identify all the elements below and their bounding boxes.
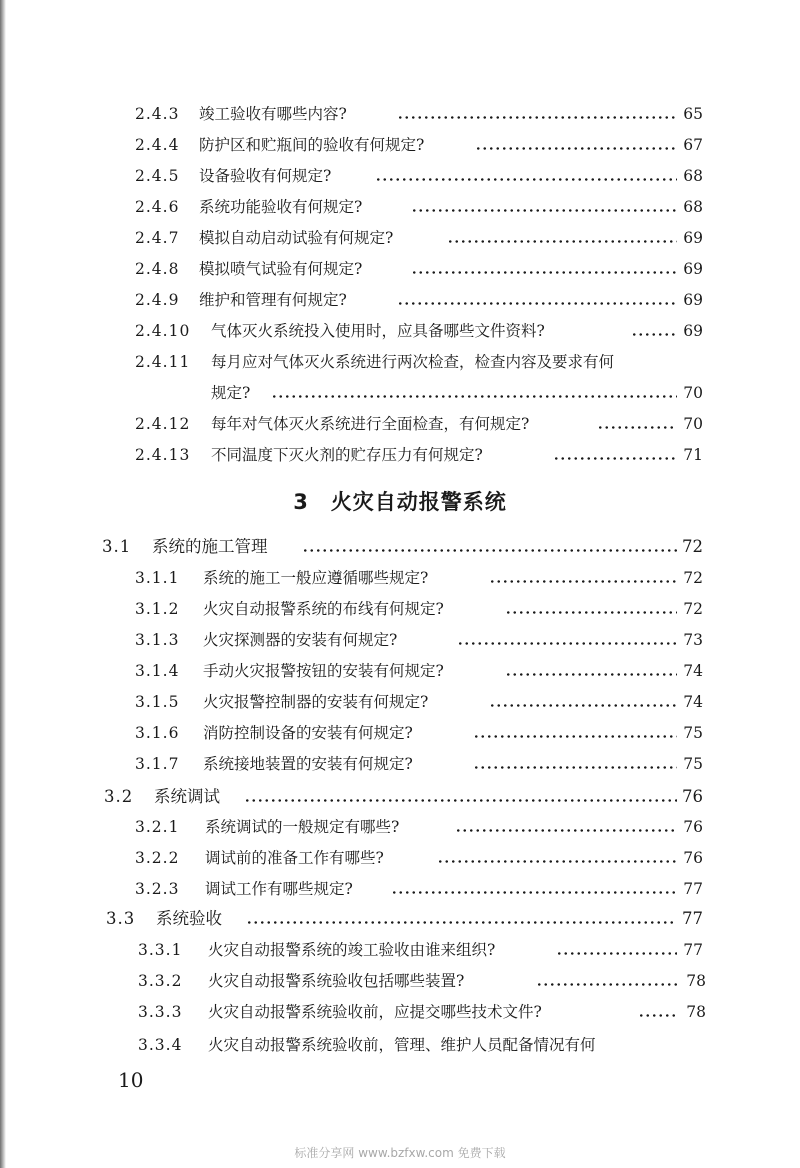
leader-dots bbox=[489, 704, 677, 707]
section-number: 3.1 bbox=[102, 537, 132, 556]
entry-title: 消防控制设备的安装有何规定? bbox=[203, 724, 413, 742]
entry-title: 系统功能验收有何规定? bbox=[199, 198, 363, 216]
leader-dots bbox=[473, 735, 677, 738]
entry-title: 系统的施工一般应遵循哪些规定? bbox=[203, 569, 429, 587]
entry-number: 3.3.3 bbox=[138, 1003, 183, 1021]
leader-dots bbox=[505, 673, 677, 676]
leader-dots bbox=[536, 983, 678, 986]
entry-title: 系统接地装置的安装有何规定? bbox=[203, 755, 413, 773]
entry-title: 设备验收有何规定? bbox=[199, 167, 332, 185]
entry-number: 3.1.3 bbox=[135, 631, 180, 649]
section-title: 系统验收 bbox=[156, 909, 222, 928]
entry-page: 69 bbox=[683, 322, 703, 340]
leader-dots bbox=[391, 891, 677, 894]
entry-title: 气体灭火系统投入使用时，应具备哪些文件资料? bbox=[211, 322, 545, 340]
leader-dots bbox=[473, 766, 677, 769]
entry-page: 70 bbox=[683, 415, 703, 433]
entry-title: 调试工作有哪些规定? bbox=[205, 880, 353, 898]
entry-title: 不同温度下灭火剂的贮存压力有何规定? bbox=[211, 446, 483, 464]
entry-number: 3.2.1 bbox=[135, 818, 180, 836]
entry-title: 火灾探测器的安装有何规定? bbox=[203, 631, 398, 649]
entry-number: 2.4.4 bbox=[135, 136, 180, 154]
entry-number: 2.4.10 bbox=[135, 322, 191, 340]
entry-page: 68 bbox=[683, 167, 703, 185]
leader-dots bbox=[271, 395, 677, 398]
entry-title: 调试前的准备工作有哪些? bbox=[205, 849, 384, 867]
section-title: 系统调试 bbox=[154, 787, 220, 806]
watermark: 标准分享网 www.bzfxw.com 免费下载 bbox=[294, 1146, 506, 1160]
entry-page: 78 bbox=[686, 972, 706, 990]
entry-title: 火灾自动报警系统验收前，应提交哪些技术文件? bbox=[208, 1003, 542, 1021]
leader-dots bbox=[397, 116, 677, 119]
entry-title: 模拟喷气试验有何规定? bbox=[199, 260, 363, 278]
leader-dots bbox=[455, 829, 677, 832]
entry-number: 3.1.1 bbox=[135, 569, 180, 587]
entry-title: 竣工验收有哪些内容? bbox=[199, 105, 347, 123]
entry-number: 2.4.8 bbox=[135, 260, 180, 278]
leader-dots bbox=[457, 642, 677, 645]
entry-page: 76 bbox=[683, 818, 703, 836]
leader-dots bbox=[246, 921, 677, 924]
leader-dots bbox=[597, 426, 677, 429]
leader-dots bbox=[437, 860, 677, 863]
entry-page: 67 bbox=[683, 136, 703, 154]
entry-number: 2.4.5 bbox=[135, 167, 180, 185]
leader-dots bbox=[411, 271, 677, 274]
entry-number: 3.3.1 bbox=[138, 941, 183, 959]
section-number: 3.2 bbox=[104, 787, 134, 806]
entry-number: 2.4.11 bbox=[135, 353, 191, 371]
entry-title: 每月应对气体灭火系统进行两次检查，检查内容及要求有何 bbox=[211, 353, 615, 371]
leader-dots bbox=[475, 147, 677, 150]
entry-number: 3.1.5 bbox=[135, 693, 180, 711]
leader-dots bbox=[556, 952, 677, 955]
leader-dots bbox=[411, 209, 677, 212]
entry-page: 72 bbox=[683, 600, 703, 618]
leader-dots bbox=[638, 1014, 678, 1017]
entry-page: 69 bbox=[683, 291, 703, 309]
entry-page: 72 bbox=[683, 569, 703, 587]
leader-dots bbox=[489, 580, 677, 583]
entry-title: 火灾报警控制器的安装有何规定? bbox=[203, 693, 429, 711]
leader-dots bbox=[397, 302, 677, 305]
entry-page: 74 bbox=[683, 662, 703, 680]
entry-number: 2.4.3 bbox=[135, 105, 180, 123]
entry-title-continued: 规定? bbox=[211, 384, 251, 402]
page-number: 10 bbox=[118, 1068, 144, 1092]
entry-number: 3.3.4 bbox=[138, 1036, 183, 1054]
toc-entry bbox=[135, 352, 703, 404]
leader-dots bbox=[375, 178, 677, 181]
entry-number: 3.2.2 bbox=[135, 849, 180, 867]
entry-number: 3.1.4 bbox=[135, 662, 180, 680]
leader-dots bbox=[553, 457, 677, 460]
entry-page: 75 bbox=[683, 755, 703, 773]
entry-title: 系统调试的一般规定有哪些? bbox=[205, 818, 400, 836]
entry-number: 3.3.2 bbox=[138, 972, 183, 990]
entry-number: 2.4.9 bbox=[135, 291, 180, 309]
entry-page: 68 bbox=[683, 198, 703, 216]
entry-number: 3.2.3 bbox=[135, 880, 180, 898]
entry-number: 2.4.12 bbox=[135, 415, 191, 433]
leader-dots bbox=[631, 333, 677, 336]
section-page: 77 bbox=[682, 909, 703, 928]
entry-title: 火灾自动报警系统的布线有何规定? bbox=[203, 600, 444, 618]
entry-title: 手动火灾报警按钮的安装有何规定? bbox=[203, 662, 444, 680]
entry-page: 75 bbox=[683, 724, 703, 742]
entry-page: 73 bbox=[683, 631, 703, 649]
entry-number: 3.1.7 bbox=[135, 755, 180, 773]
entry-title: 火灾自动报警系统的竣工验收由谁来组织? bbox=[208, 941, 496, 959]
entry-page: 74 bbox=[683, 693, 703, 711]
leader-dots bbox=[447, 240, 677, 243]
section-page: 72 bbox=[682, 537, 703, 556]
entry-title: 防护区和贮瓶间的验收有何规定? bbox=[199, 136, 425, 154]
leader-dots bbox=[302, 549, 677, 552]
leader-dots bbox=[244, 799, 677, 802]
entry-page: 70 bbox=[683, 384, 703, 402]
leader-dots bbox=[505, 611, 677, 614]
entry-number: 2.4.7 bbox=[135, 229, 180, 247]
entry-page: 78 bbox=[686, 1003, 706, 1021]
section-page: 76 bbox=[682, 787, 703, 806]
entry-page: 76 bbox=[683, 849, 703, 867]
chapter-heading: 3 火灾自动报警系统 bbox=[293, 490, 507, 514]
entry-page: 71 bbox=[683, 446, 703, 464]
entry-number: 2.4.6 bbox=[135, 198, 180, 216]
entry-title: 模拟自动启动试验有何规定? bbox=[199, 229, 394, 247]
entry-title: 火灾自动报警系统验收前，管理、维护人员配备情况有何 bbox=[208, 1036, 596, 1054]
entry-page: 69 bbox=[683, 229, 703, 247]
entry-page: 77 bbox=[683, 941, 703, 959]
entry-title: 火灾自动报警系统验收包括哪些装置? bbox=[208, 972, 465, 990]
entry-number: 2.4.13 bbox=[135, 446, 191, 464]
entry-page: 77 bbox=[683, 880, 703, 898]
entry-title: 每年对气体灭火系统进行全面检查，有何规定? bbox=[211, 415, 530, 433]
section-number: 3.3 bbox=[106, 909, 136, 928]
entry-page: 69 bbox=[683, 260, 703, 278]
entry-title: 维护和管理有何规定? bbox=[199, 291, 347, 309]
entry-number: 3.1.6 bbox=[135, 724, 180, 742]
entry-page: 65 bbox=[683, 105, 703, 123]
entry-number: 3.1.2 bbox=[135, 600, 180, 618]
section-title: 系统的施工管理 bbox=[152, 537, 268, 556]
